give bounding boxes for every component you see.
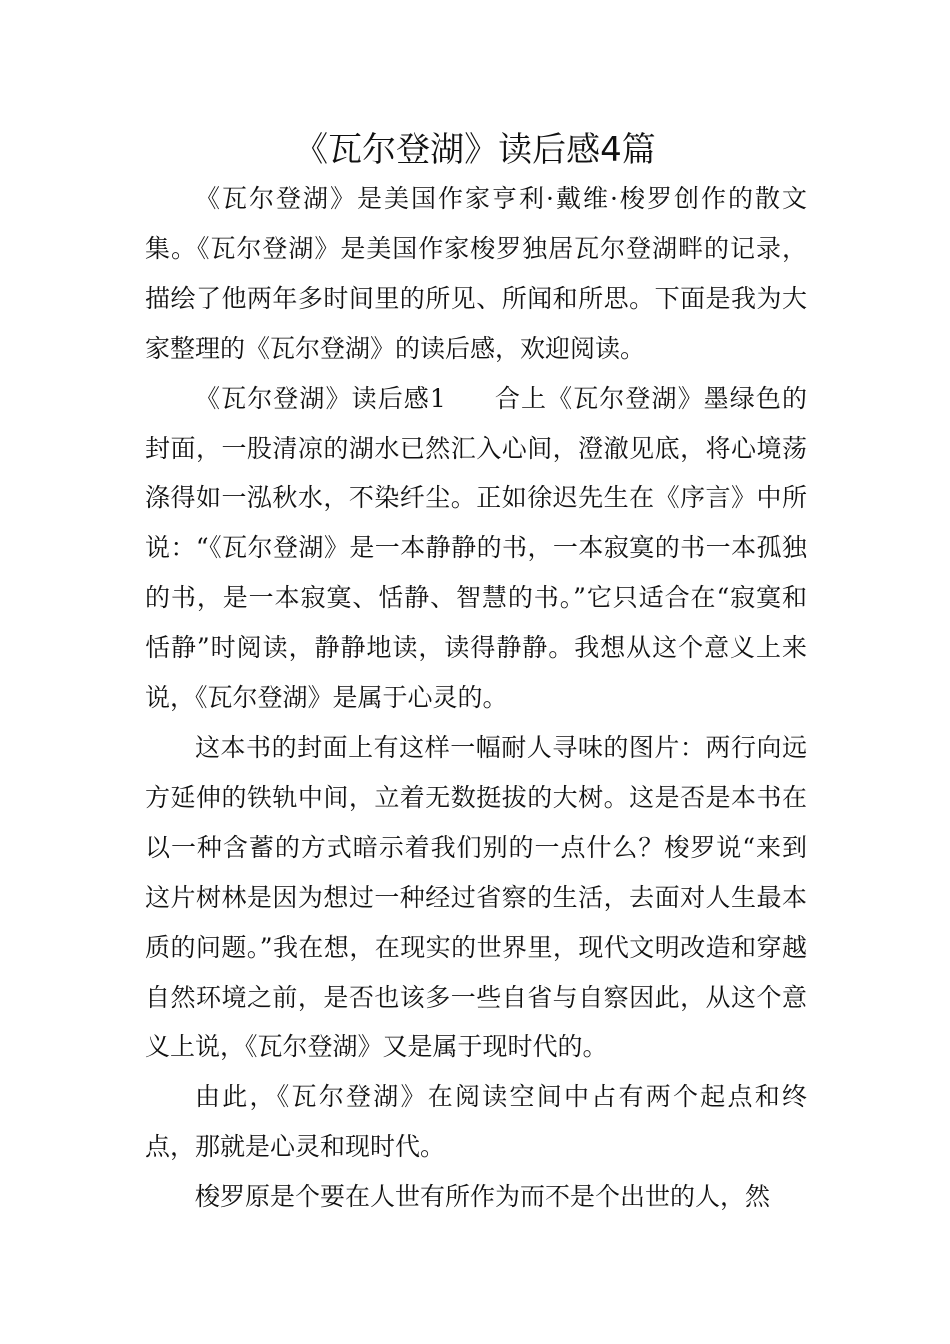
document-title: 《瓦尔登湖》读后感4篇 [294, 130, 656, 170]
section-1-heading: 《瓦尔登湖》读后感1 [195, 383, 446, 413]
body-paragraph: 这本书的封面上有这样一幅耐人寻味的图片：两行向远方延伸的铁轨中间，立着无数挺拔的大树。这是否是本书在以一种含蓄的方式暗示着我们别的一点什么？梭罗说“来到这片树林是因为想过一种经过省察的生活，去面对人生最本质的问题。”我在想，在现实的世界里，现代文明改造和穿越自然环境之前，是否也该多一些自省与自察因此，从这个意义上说，《瓦尔登湖》又是属于现时代的。 [145, 732, 807, 1062]
body-paragraph: 由此，《瓦尔登湖》在阅读空间中占有两个起点和终点，那就是心灵和现时代。 [145, 1082, 807, 1162]
section-1-body: 封面，一股清凉的湖水已然汇入心间，澄澈见底，将心境荡涤得如一泓秋水，不染纤尘。正如徐迟先生在《序言》中所说：“《瓦尔登湖》是一本静静的书，一本寂寞的书一本孤独的书，是一本寂寞、恬静、智慧的书。”它只适合在“寂寞和恬静”时阅读，静静地读，读得静静。我想从这个意义上来说，《瓦尔登湖》是属于心灵的。 [145, 433, 807, 713]
document-body [145, 174, 807, 1222]
intro-paragraph: 《瓦尔登湖》是美国作家亨利·戴维·梭罗创作的散文集。《瓦尔登湖》是美国作家梭罗独居瓦尔登湖畔的记录，描绘了他两年多时间里的所见、所闻和所思。下面是我为大家整理的《瓦尔登湖》的读后感，欢迎阅读。 [145, 184, 807, 363]
body-paragraph: 梭罗原是个要在人世有所作为而不是个出世的人，然 [195, 1182, 771, 1212]
section-1-lead: 合上《瓦尔登湖》墨绿色的 [493, 383, 807, 413]
section-1-paragraph [145, 374, 807, 723]
